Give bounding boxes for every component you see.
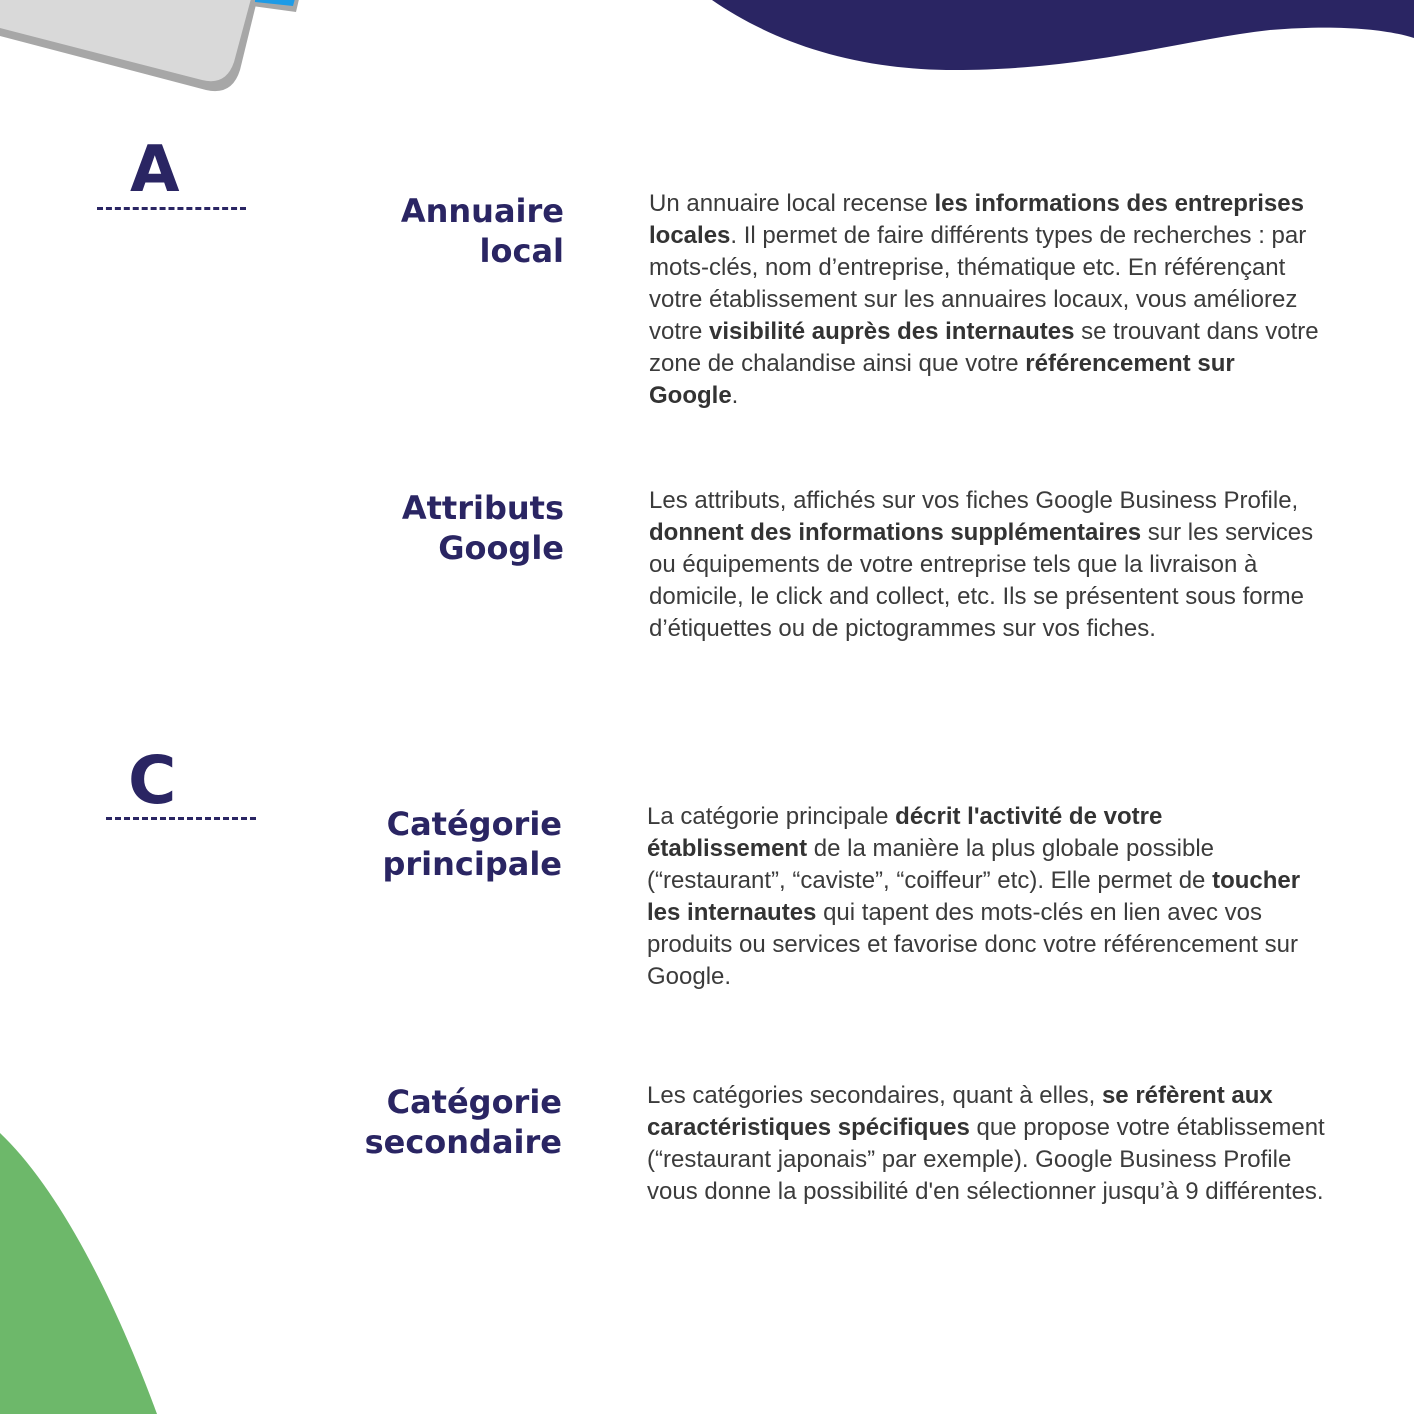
- navy-wave-shape: [712, 0, 1414, 70]
- term-categorie-principale: [262, 804, 562, 884]
- definition-annuaire-local: Un annuaire local recense les informations des entreprises locales. Il permet de faire différents types de recherches : par mots-clés, nom d’entreprise, thématique etc. En référençant votre établissement sur les annuaires locaux, vous améliorez votre visibilité auprès des internautes se trouvant dans votre zone de chalandise ainsi que votre référencement sur Google.: [649, 190, 1319, 409]
- term-line: Attributs: [401, 489, 564, 527]
- term-line: Google: [438, 529, 564, 567]
- definition-categorie-principale: La catégorie principale décrit l'activité de votre établissement de la manière la plus globale possible (“restaurant”, “caviste”, “coiffeur” etc). Elle permet de toucher les internautes qui tapent des mots-clés en lien avec vos produits ou services et favorise donc votre référencement sur Google.: [647, 803, 1301, 990]
- term-line: local: [479, 232, 564, 270]
- section-letter-c: C: [128, 742, 177, 819]
- term-line: Annuaire: [400, 192, 564, 230]
- section-letter-a: A: [130, 133, 180, 207]
- term-attributs-google: [264, 488, 564, 568]
- term-line: Catégorie: [386, 805, 562, 843]
- definition-categorie-secondaire: Les catégories secondaires, quant à elles, se réfèrent aux caractéristiques spécifiques que propose votre établissement (“restaurant japonais” par exemple). Google Business Profile vous donne la possibilité d'en sélectionner jusqu’à 9 différentes.: [647, 1082, 1325, 1205]
- term-line: principale: [382, 845, 562, 883]
- section-divider-a: [97, 207, 246, 210]
- definition-attributs-google: Les attributs, affichés sur vos fiches Google Business Profile, donnent des informations supplémentaires sur les services ou équipements de votre entreprise tels que la livraison à domicile, le click and collect, etc. Ils se présentent sous forme d’étiquettes ou de pictogrammes sur vos fiches.: [649, 487, 1314, 642]
- term-line: secondaire: [364, 1123, 562, 1161]
- section-divider-c: [106, 817, 256, 820]
- term-annuaire-local: [264, 191, 564, 271]
- term-categorie-secondaire: [262, 1082, 562, 1162]
- device-card-illustration: [0, 0, 300, 91]
- green-blob-shape: [0, 1133, 157, 1414]
- term-line: Catégorie: [386, 1083, 562, 1121]
